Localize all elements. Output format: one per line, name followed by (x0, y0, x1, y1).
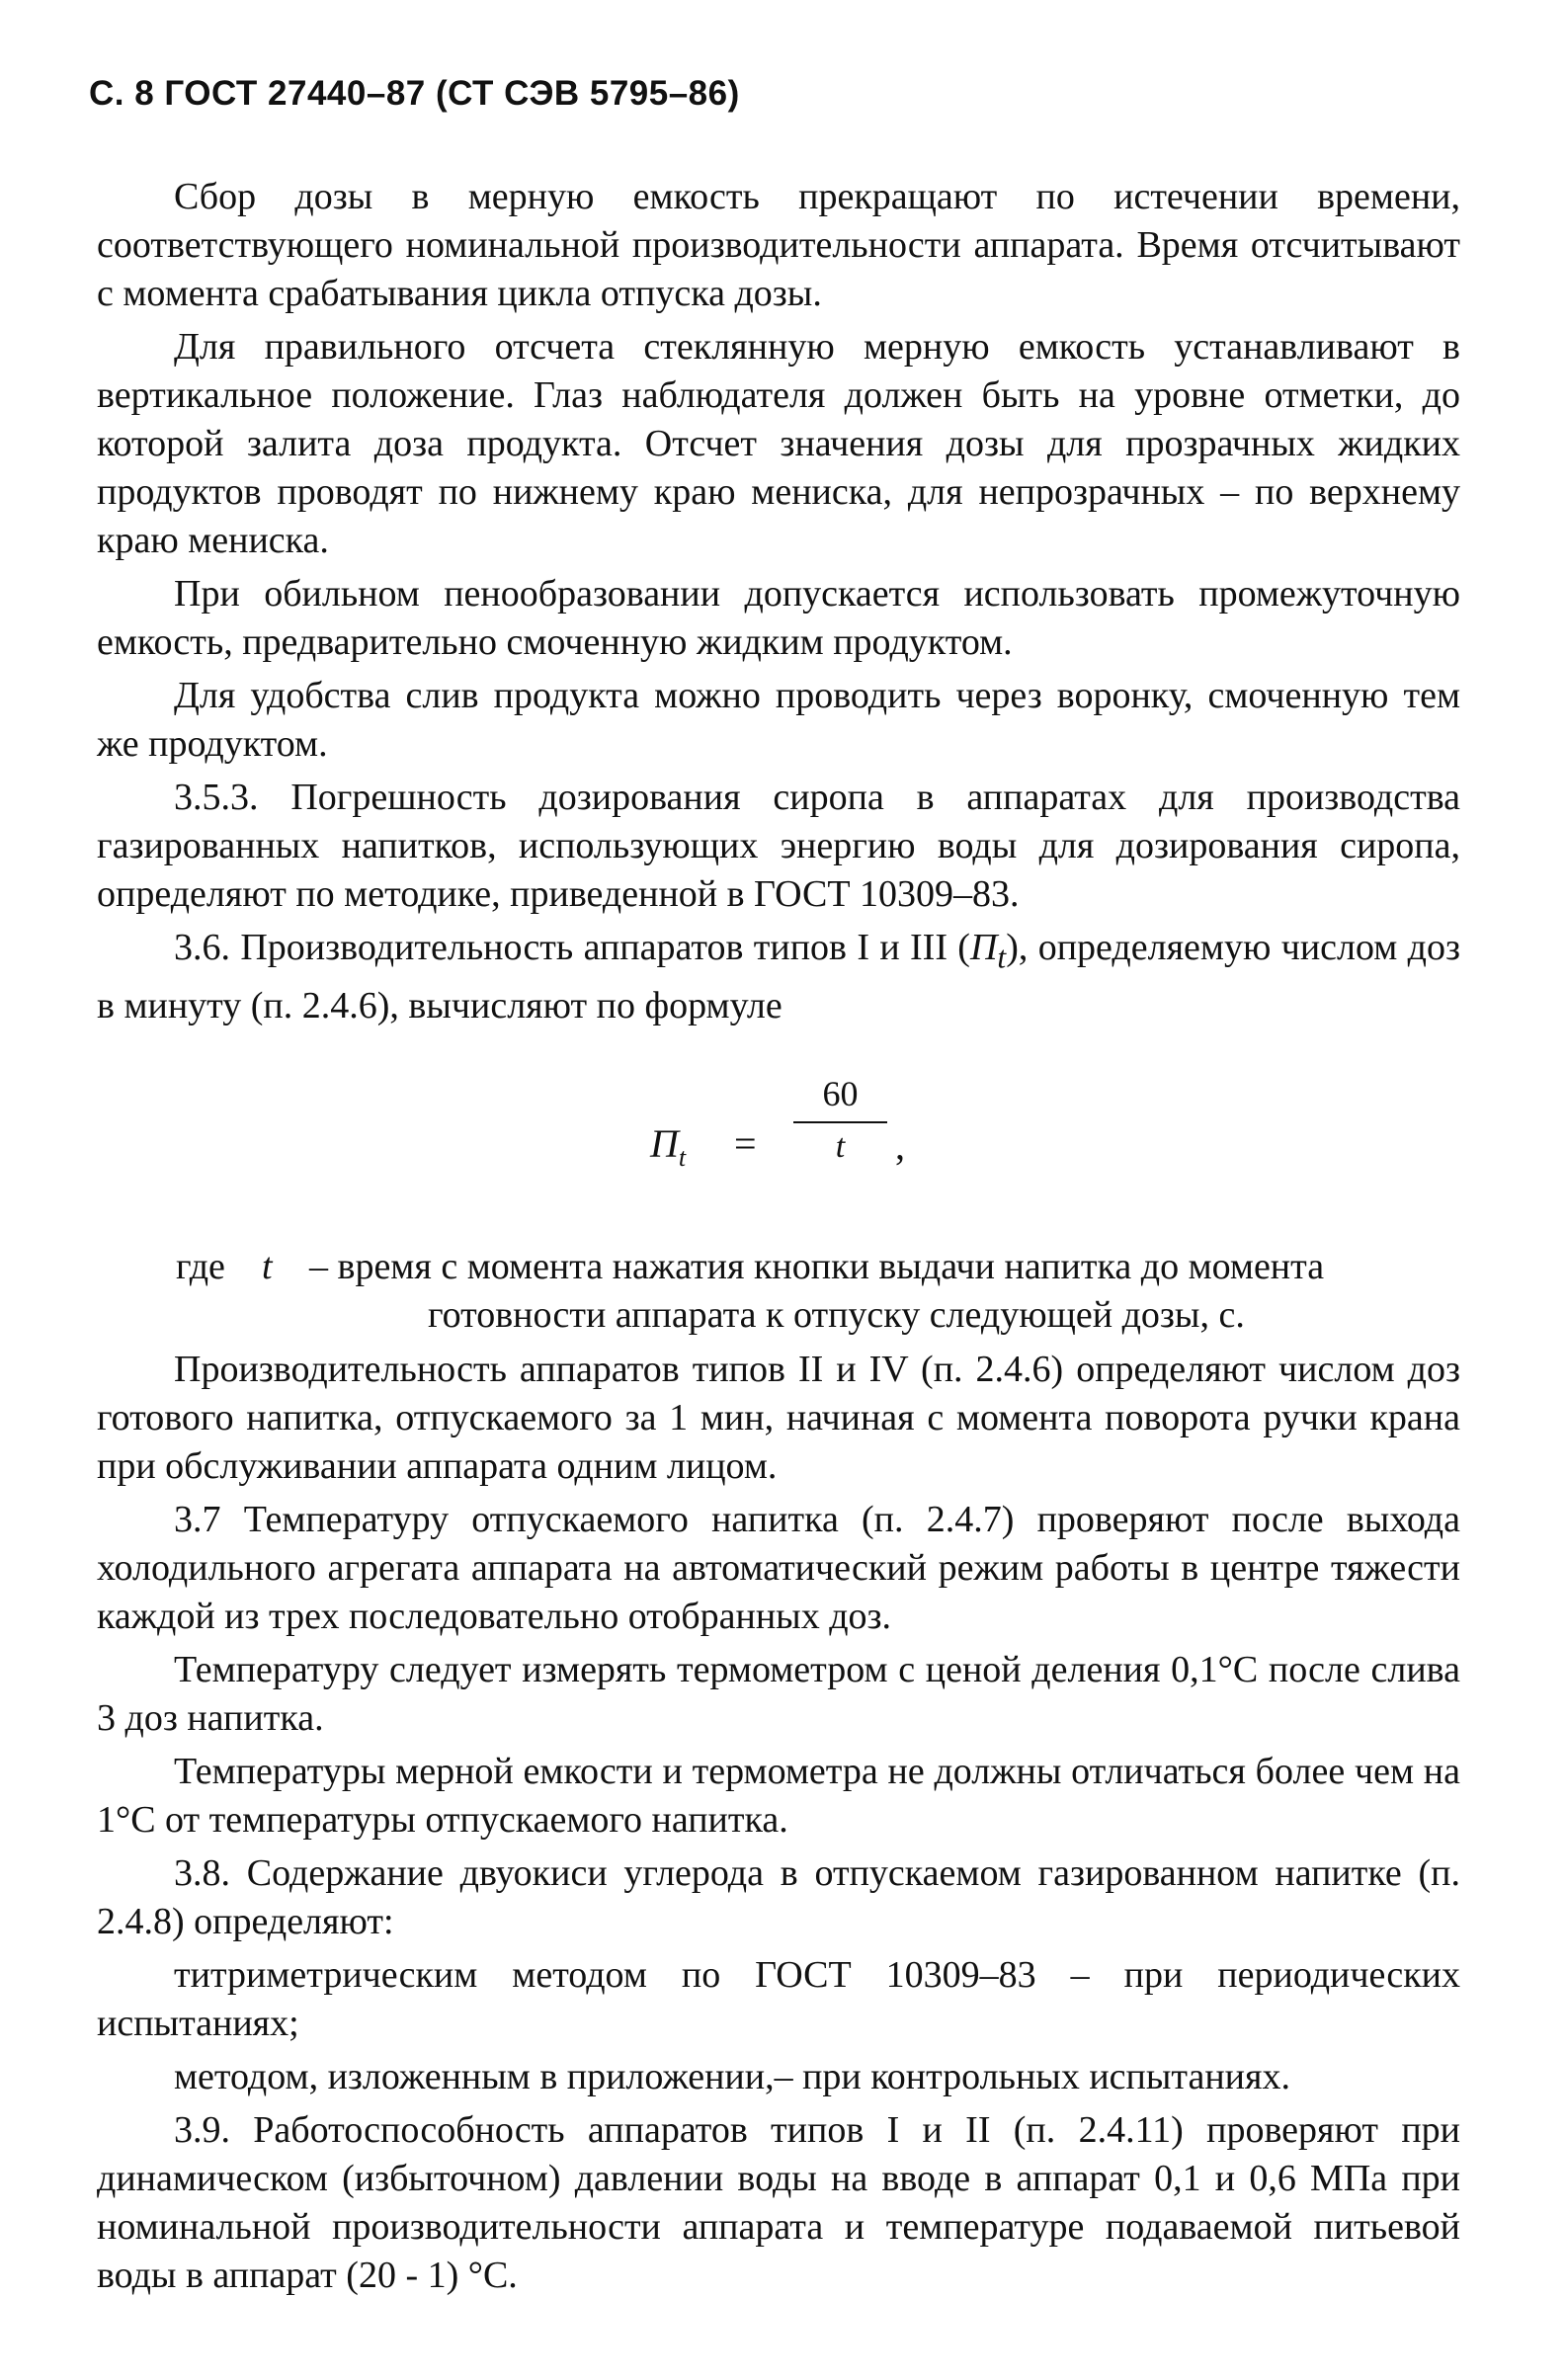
where-definition (309, 1243, 1460, 1340)
paragraph: титриметрическим методом по ГОСТ 10309–83 – при периодических испытаниях; (97, 1953, 1460, 2044)
document-body (97, 173, 1460, 2300)
formula-fraction (793, 1072, 887, 1167)
formula-equals: = (734, 1120, 757, 1166)
formula-lhs-symbol: П (650, 1120, 679, 1166)
formula (97, 1050, 1460, 1243)
paragraph: Температуру следует измерять термометром с ценой деления 0,1°С после слива 3 доз напитка. (97, 1648, 1460, 1739)
para-3-6-subscript: t (997, 940, 1007, 975)
para-3-6-after: ), определяемую числом доз в минуту (п. 2.4.6), вычисляют по формуле (97, 927, 1460, 1026)
variable-definition (97, 1243, 1460, 1346)
paragraph: Производительность аппаратов типов II и IV (п. 2.4.6) определяют числом доз готового напитка, отпускаемого за 1 мин, начиная с момента поворота ручки крана при обслуживании аппарата одним лицом. (97, 1348, 1460, 1487)
paragraph-3-6 (97, 924, 1460, 1030)
where-definition-line-1: – время с момента нажатия кнопки выдачи напитка до момента (309, 1245, 1325, 1287)
page-header: С. 8 ГОСТ 27440–87 (СТ СЭВ 5795–86) (89, 74, 740, 113)
where-keyword: где (176, 1245, 225, 1287)
paragraph: Сбор дозы в мерную емкость прекращают по истечении времени, соответствующего номинальной производительности аппарата. Время отсчитывают с момента срабатывания цикла отпуска дозы. (97, 176, 1460, 314)
paragraph-3-8: 3.8. Содержание двуокиси углерода в отпускаемом газированном напитке (п. 2.4.8) определяют: (97, 1851, 1460, 1942)
paragraph-3-7: 3.7 Температуру отпускаемого напитка (п. 2.4.7) проверяют после выхода холодильного агрегата аппарата на автоматический режим работы в центре тяжести каждой из трех последовательно отобранных доз. (97, 1498, 1460, 1637)
paragraph-3-5-3: 3.5.3. Погрешность дозирования сиропа в аппаратах для производства газированных напитков, использующих энергию воды для дозирования сиропа, определяют по методике, приведенной в ГОСТ 10309–83. (97, 777, 1460, 915)
paragraph-3-9: 3.9. Работоспособность аппаратов типов I и II (п. 2.4.11) проверяют при динамическом (избыточном) давлении воды на вводе в аппарат 0,1 и 0,6 МПа при номинальной производительности аппарата и температуре подаваемой питьевой воды в аппарат (20 - 1) °С. (97, 2108, 1460, 2296)
paragraph: Для правильного отсчета стеклянную мерную емкость устанавливают в вертикальное положение. Глаз наблюдателя должен быть на уровне отметки, до которой залита доза продукта. Отсчет значения дозы для прозрачных жидких продуктов проводят по нижнему краю мениска, для непрозрачных – по верхнему краю мениска. (97, 326, 1460, 561)
paragraph: Температуры мерной емкости и термометра не должны отличаться более чем на 1°С от температуры отпускаемого напитка. (97, 1750, 1460, 1841)
where-definition-line-2: готовности аппарата к отпуску следующей дозы, с. (428, 1293, 1245, 1336)
where-variable: t (262, 1245, 273, 1287)
formula-numerator: 60 (822, 1073, 859, 1113)
formula-denominator: t (835, 1127, 846, 1165)
paragraph: При обильном пенообразовании допускается использовать промежуточную емкость, предварительно смоченную жидким продуктом. (97, 573, 1460, 663)
formula-lhs-subscript: t (678, 1142, 687, 1172)
fraction-bar (793, 1121, 887, 1123)
formula-trailing-comma: , (895, 1122, 905, 1168)
para-3-6-before: 3.6. Производительность аппаратов типов I и III ( (174, 927, 970, 968)
paragraph: методом, изложенным в приложении,– при контрольных испытаниях. (174, 2055, 1290, 2097)
formula-lhs (650, 1119, 686, 1182)
paragraph: Для удобства слив продукта можно проводить через воронку, смоченную тем же продуктом. (97, 675, 1460, 765)
para-3-6-symbol: П (969, 927, 998, 968)
